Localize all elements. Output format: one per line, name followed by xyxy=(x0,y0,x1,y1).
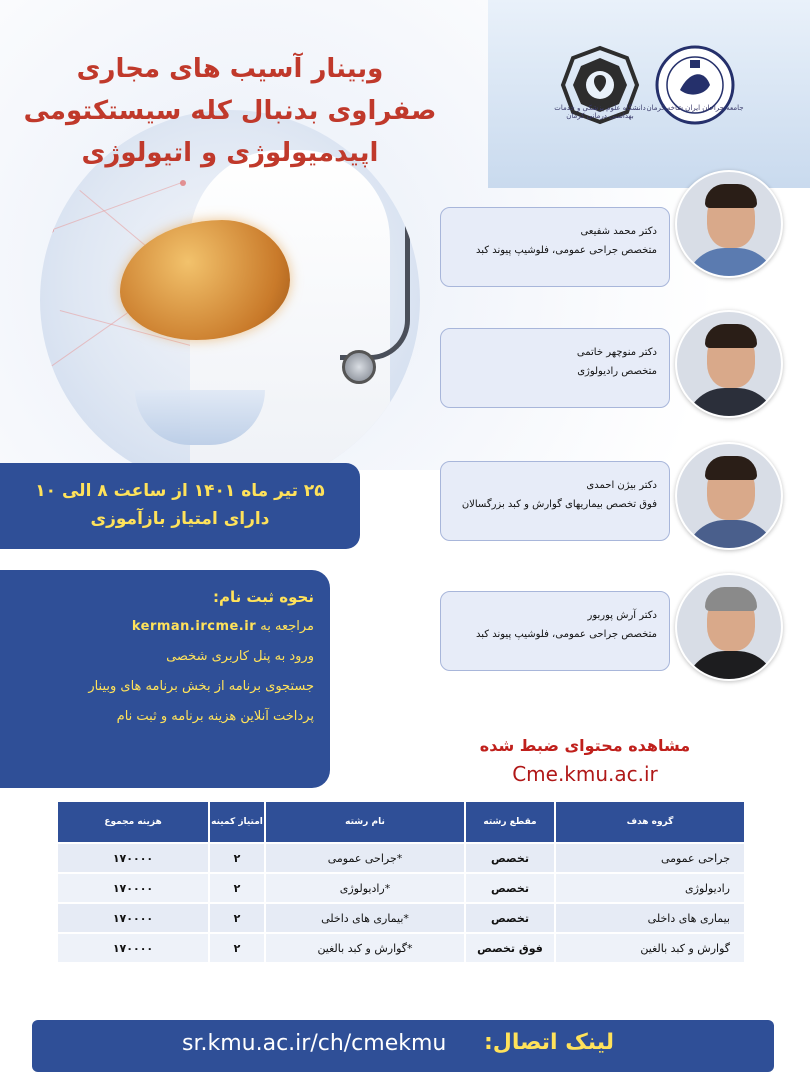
speaker-photo-4 xyxy=(675,573,783,681)
cell-points: ۲ xyxy=(209,843,265,873)
cell-course: *رادیولوژی xyxy=(265,873,465,903)
table-row xyxy=(57,843,745,873)
title-line-1: وبینار آسیب های مجاری xyxy=(76,54,384,84)
cell-level: تخصص xyxy=(465,873,555,903)
university-caption: دانشگاه علوم پزشکی و خدمات بهداشتی درمانی کرمان xyxy=(554,104,646,120)
society-caption: جامعه جراحان ایران شاخه کرمان xyxy=(646,104,744,112)
title-line-3: اپیدمیولوژی و اتیولوژی xyxy=(81,138,379,168)
speaker-card-1 xyxy=(440,207,670,287)
table-row xyxy=(57,933,745,963)
registration-link[interactable]: kerman.ircme.ir xyxy=(131,619,257,634)
speaker-card-2 xyxy=(440,328,670,408)
header-group: گروه هدف xyxy=(555,801,745,843)
cell-group: بیماری های داخلی xyxy=(555,903,745,933)
speaker-photo-2 xyxy=(675,310,783,418)
speaker-title: فوق تخصص بیماریهای گوارش و کبد بزرگسالان xyxy=(461,499,657,510)
table-row xyxy=(57,873,745,903)
cell-fee: ۱۷۰۰۰۰ xyxy=(57,903,209,933)
cell-points: ۲ xyxy=(209,873,265,903)
cell-level: تخصص xyxy=(465,843,555,873)
date-banner xyxy=(0,463,360,549)
date-time-text: ۲۵ تیر ماه ۱۴۰۱ از ساعت ۸ الی ۱۰ xyxy=(35,481,325,501)
speaker-card-4 xyxy=(440,591,670,671)
registration-step-1 xyxy=(8,612,314,642)
cell-fee: ۱۷۰۰۰۰ xyxy=(57,873,209,903)
speaker-name: دکتر بیژن احمدی xyxy=(586,480,657,491)
speaker-title: متخصص جراحی عمومی، فلوشیپ پیوند کبد xyxy=(476,629,657,640)
stethoscope-icon xyxy=(340,160,410,360)
speaker-card-3 xyxy=(440,461,670,541)
cell-points: ۲ xyxy=(209,903,265,933)
speaker-title: متخصص جراحی عمومی، فلوشیپ پیوند کبد xyxy=(476,245,657,256)
webinar-title xyxy=(20,48,440,174)
cell-fee: ۱۷۰۰۰۰ xyxy=(57,843,209,873)
header-course: نام رشته xyxy=(265,801,465,843)
registration-panel xyxy=(0,570,330,788)
header-points: امتیاز کمینه xyxy=(209,801,265,843)
stethoscope-head-icon xyxy=(342,350,376,384)
cell-group: گوارش و کبد بالغین xyxy=(555,933,745,963)
target-groups-table xyxy=(56,800,746,964)
table-header-row xyxy=(57,801,745,843)
speaker-photo-1 xyxy=(675,170,783,278)
cell-fee: ۱۷۰۰۰۰ xyxy=(57,933,209,963)
recorded-content-link[interactable]: Cme.kmu.ac.ir xyxy=(512,762,658,786)
cell-group: رادیولوژی xyxy=(555,873,745,903)
connection-link-bar xyxy=(32,1020,774,1072)
step-1-prefix: مراجعه به xyxy=(260,619,314,634)
header-fee: هزینه مجموع xyxy=(57,801,209,843)
speaker-name: دکتر منوچهر خاتمی xyxy=(576,347,657,358)
recorded-content-title: مشاهده محتوای ضبط شده xyxy=(479,736,691,755)
registration-step-3: جستجوی برنامه از بخش برنامه های وبینار xyxy=(88,679,314,694)
speaker-title: متخصص رادیولوژی xyxy=(577,366,657,377)
title-line-2: صفراوی بدنبال کله سیستکتومی xyxy=(23,96,437,126)
surgeons-society-logo-icon xyxy=(650,40,740,130)
cell-course: *بیماری های داخلی xyxy=(265,903,465,933)
header-level: مقطع رشته xyxy=(465,801,555,843)
cell-level: فوق تخصص xyxy=(465,933,555,963)
registration-step-4: پرداخت آنلاین هزینه برنامه و ثبت نام xyxy=(116,709,314,724)
speaker-name: دکتر آرش پوربور xyxy=(587,610,657,621)
cell-level: تخصص xyxy=(465,903,555,933)
registration-title: نحوه ثبت نام: xyxy=(212,588,314,606)
registration-step-2: ورود به پنل کاربری شخصی xyxy=(166,649,314,664)
logo-panel xyxy=(488,0,810,188)
cell-course: *گوارش و کبد بالغین xyxy=(265,933,465,963)
connection-link[interactable]: sr.kmu.ac.ir/ch/cmekmu xyxy=(182,1031,447,1056)
cell-course: *جراحی عمومی xyxy=(265,843,465,873)
credit-text: دارای امتیاز بازآموزی xyxy=(90,509,270,529)
connection-link-label: لینک اتصال: xyxy=(483,1030,614,1055)
table-row xyxy=(57,903,745,933)
cell-group: جراحی عمومی xyxy=(555,843,745,873)
speaker-name: دکتر محمد شفیعی xyxy=(580,226,657,237)
cell-points: ۲ xyxy=(209,933,265,963)
speaker-photo-3 xyxy=(675,442,783,550)
